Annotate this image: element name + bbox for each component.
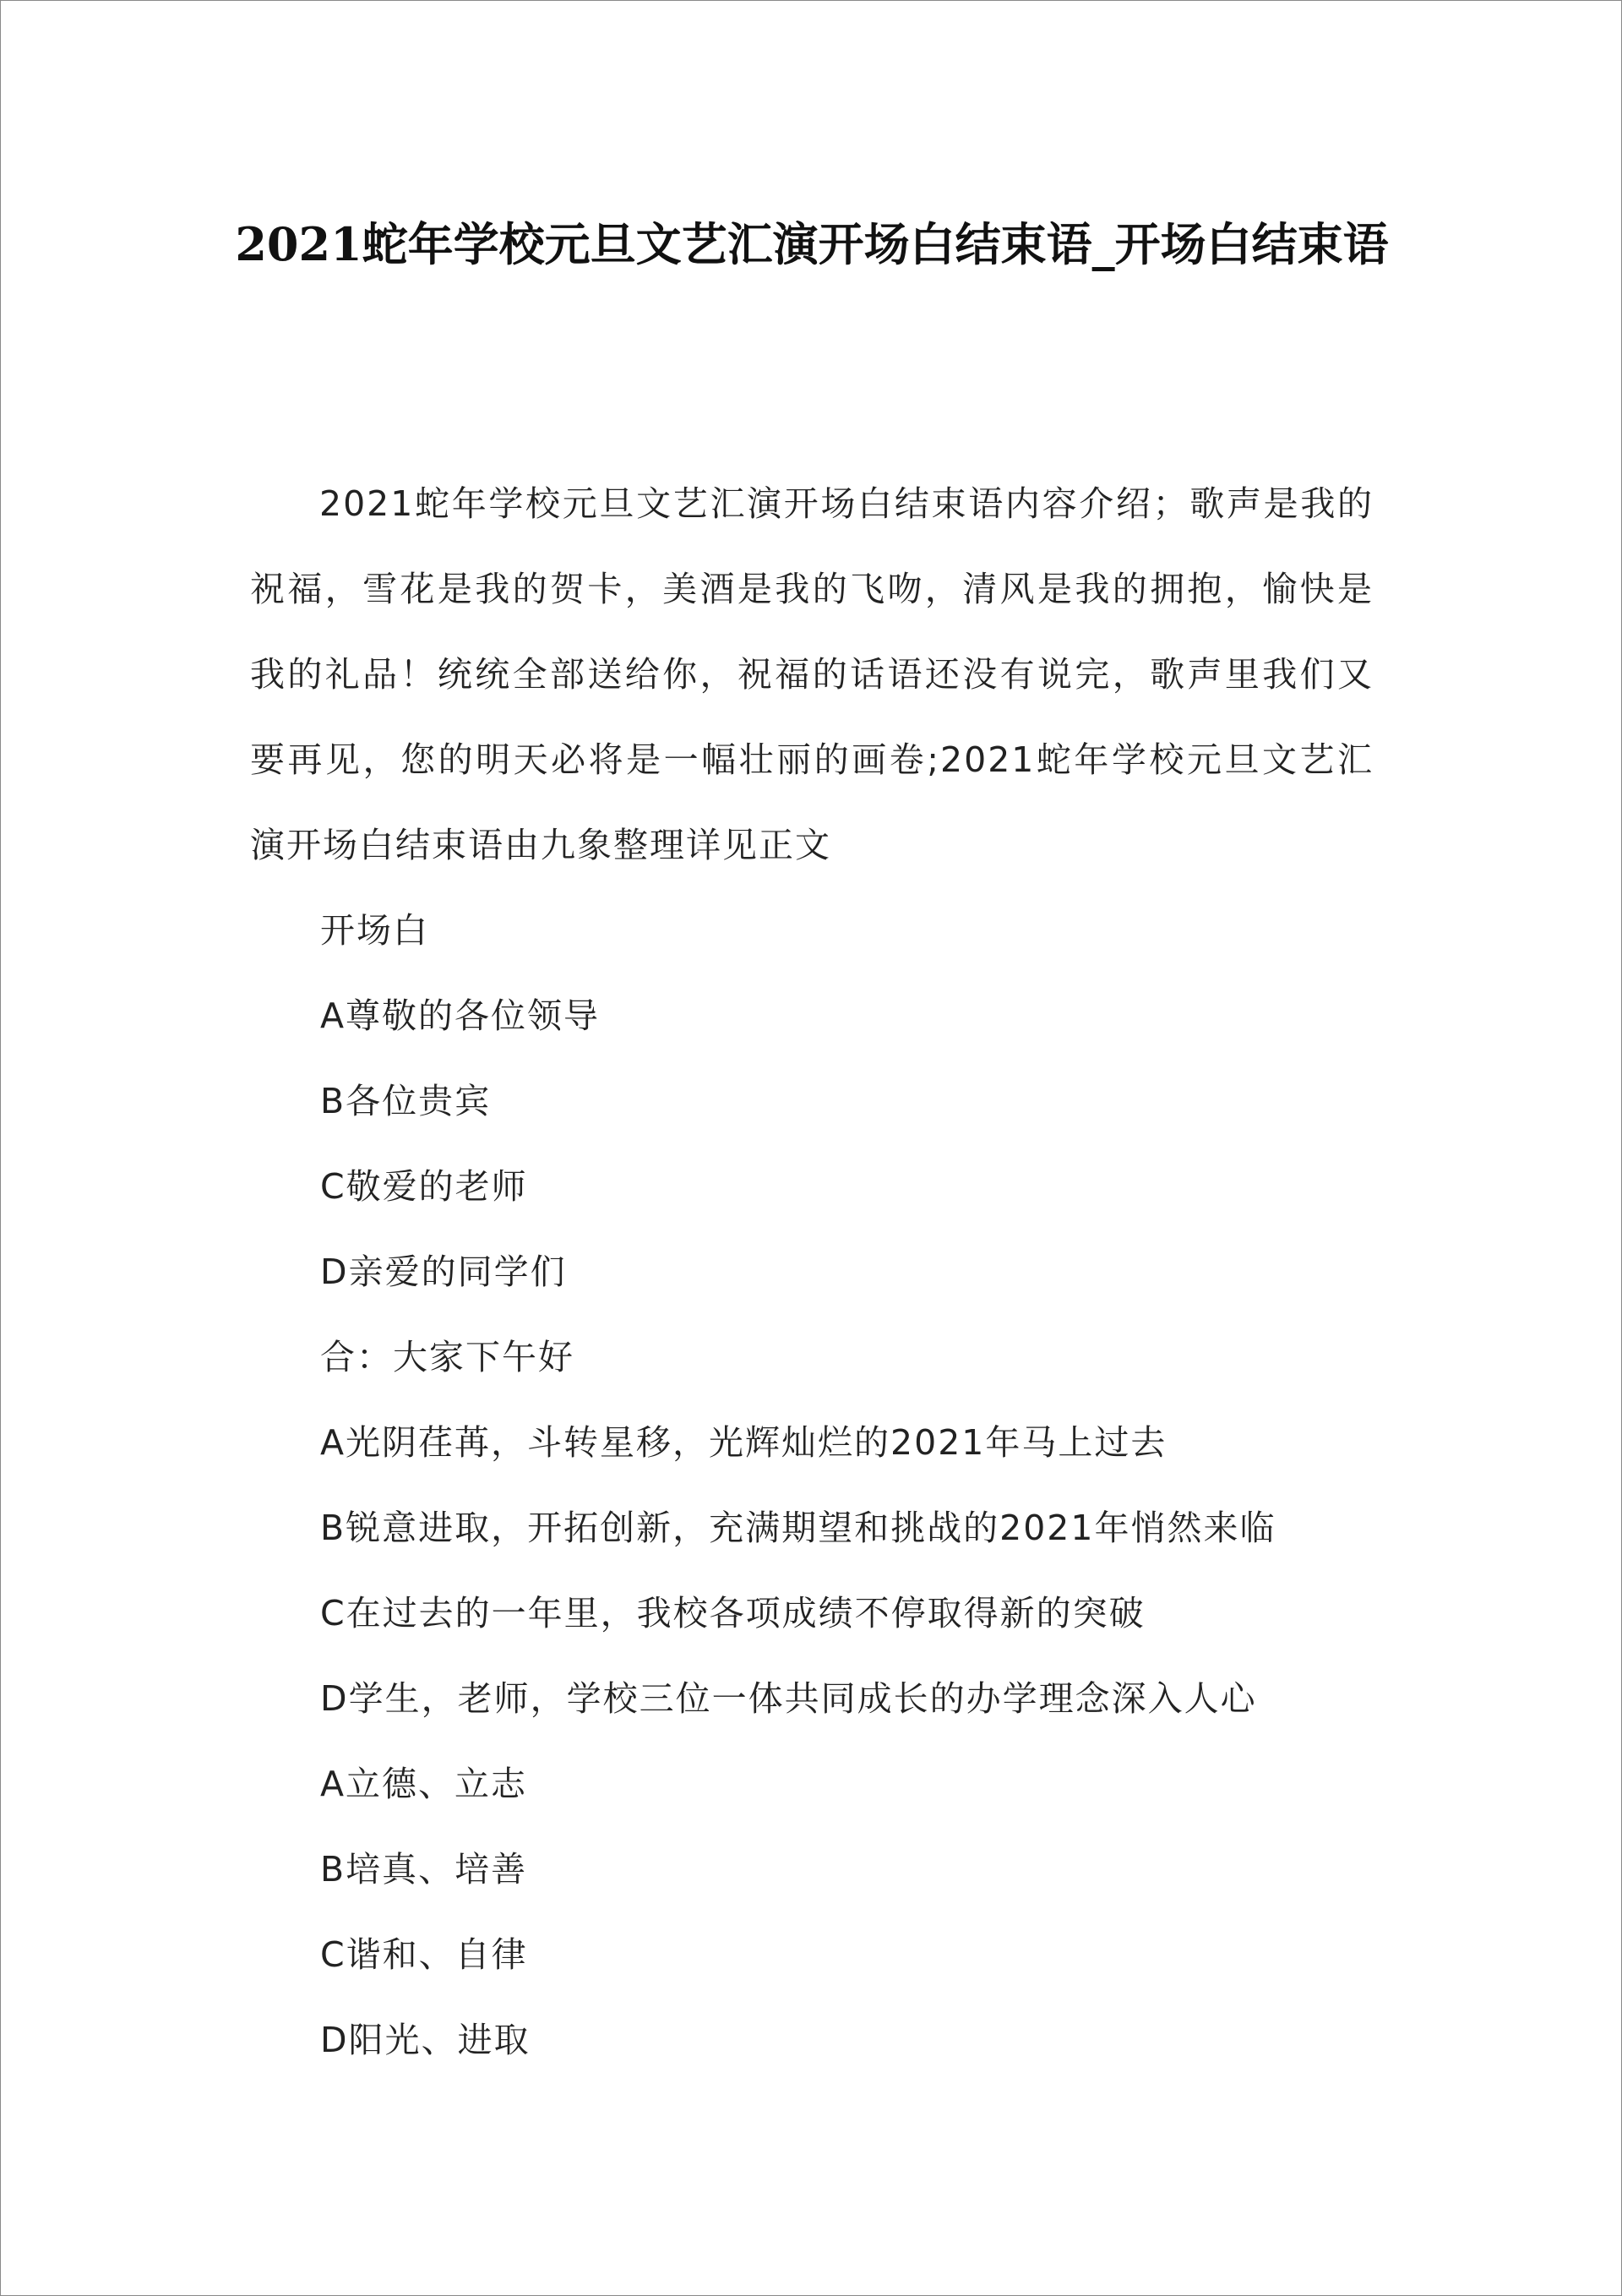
- line-a-time-passes: A光阴荏苒，斗转星移，光辉灿烂的2021年马上过去: [320, 1422, 1168, 1463]
- line-c-achievements: C在过去的一年里，我校各项成绩不停取得新的突破: [320, 1593, 1146, 1633]
- document-title: 2021蛇年学校元旦文艺汇演开场白结束语_开场白结束语: [235, 217, 1389, 271]
- line-d-sunshine: D阳光、进取: [320, 2020, 531, 2060]
- line-c-harmony: C谐和、自律: [320, 1934, 528, 1975]
- line-c-teachers: C敬爱的老师: [320, 1166, 528, 1207]
- line-b-new-year: B锐意进取，开拓创新，充满期望和挑战的2021年悄然来临: [320, 1508, 1276, 1548]
- line-a-leaders: A尊敬的各位领导: [320, 995, 601, 1036]
- line-b-truth: B培真、培善: [320, 1849, 528, 1890]
- line-b-guests: B各位贵宾: [320, 1081, 492, 1121]
- line-a-virtue: A立德、立志: [320, 1764, 528, 1804]
- line-d-philosophy: D学生，老师，学校三位一体共同成长的办学理念深入人心: [320, 1678, 1257, 1719]
- line-d-students: D亲爱的同学们: [320, 1252, 567, 1292]
- intro-paragraph: 2021蛇年学校元旦文艺汇演开场白结束语内容介绍；歌声是我的祝福，雪花是我的贺卡，美酒是我的飞吻，清风是我的拥抱，愉快是我的礼品！统统全部送给你，祝福的话语还没有说完，歌声里我们又要再见，您的明天必将是一幅壮丽的画卷;2021蛇年学校元旦文艺汇演开场白结束语由九象整理详见正文: [250, 483, 1374, 865]
- document-body: [250, 461, 1374, 2083]
- line-together-greeting: 合：大家下午好: [320, 1337, 574, 1377]
- line-opening: 开场白: [320, 910, 429, 951]
